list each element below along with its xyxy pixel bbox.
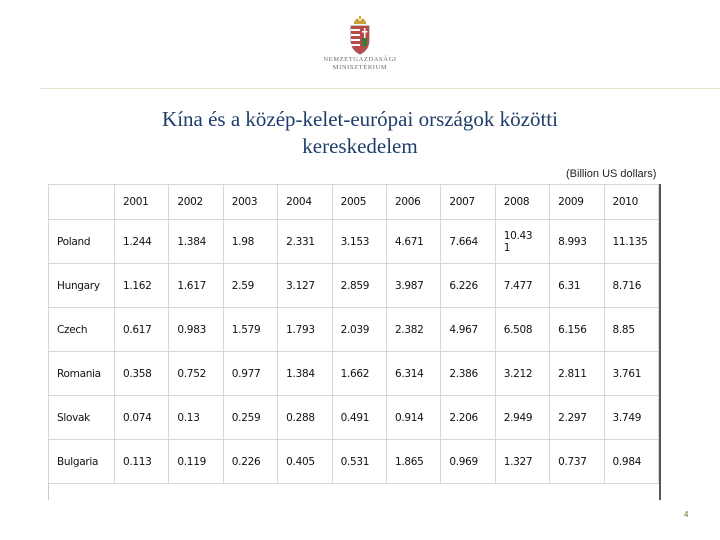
header-row: [49, 185, 659, 220]
page-number: 4: [684, 510, 689, 519]
year-header: 2010: [604, 185, 658, 220]
country-cell: Slovak: [49, 396, 115, 440]
value-cell: 2.331: [278, 220, 332, 264]
table-row: [49, 440, 659, 484]
value-cell: 0.977: [223, 352, 277, 396]
value-cell: 0.226: [223, 440, 277, 484]
year-header: 2004: [278, 185, 332, 220]
value-cell: 1.617: [169, 264, 223, 308]
value-cell: 6.156: [550, 308, 604, 352]
value-cell: 7.477: [495, 264, 549, 308]
value-cell: 3.153: [332, 220, 386, 264]
country-cell: Romania: [49, 352, 115, 396]
value-cell: 3.749: [604, 396, 658, 440]
year-header: 2008: [495, 185, 549, 220]
country-cell: Bulgaria: [49, 440, 115, 484]
value-cell: 6.314: [386, 352, 440, 396]
coat-of-arms-icon: [347, 16, 373, 56]
year-header: 2002: [169, 185, 223, 220]
value-cell: 0.119: [169, 440, 223, 484]
value-cell: 2.59: [223, 264, 277, 308]
ministry-name-line1: NEMZETGAZDASÁGI: [323, 56, 397, 63]
value-cell: 1.327: [495, 440, 549, 484]
value-cell: 0.358: [115, 352, 169, 396]
value-cell: 0.491: [332, 396, 386, 440]
country-cell: Czech: [49, 308, 115, 352]
value-cell: 1.162: [115, 264, 169, 308]
year-header: 2006: [386, 185, 440, 220]
table-row: [49, 264, 659, 308]
value-cell: 0.13: [169, 396, 223, 440]
value-cell: 7.664: [441, 220, 495, 264]
value-cell: 0.531: [332, 440, 386, 484]
value-cell: 11.135: [604, 220, 658, 264]
ministry-logo: [300, 16, 420, 84]
value-cell: 6.226: [441, 264, 495, 308]
table-row: [49, 396, 659, 440]
value-cell: 0.288: [278, 396, 332, 440]
value-cell: 4.967: [441, 308, 495, 352]
value-cell: 1.865: [386, 440, 440, 484]
table-row: [49, 220, 659, 264]
header-rule: [40, 88, 720, 89]
value-cell: 2.382: [386, 308, 440, 352]
year-header: 2001: [115, 185, 169, 220]
value-cell: 0.405: [278, 440, 332, 484]
value-cell: 0.752: [169, 352, 223, 396]
value-cell: 0.914: [386, 396, 440, 440]
value-cell: 0.074: [115, 396, 169, 440]
value-cell: 0.259: [223, 396, 277, 440]
value-cell: 2.297: [550, 396, 604, 440]
ministry-name-line2: MINISZTÉRIUM: [332, 64, 388, 71]
value-cell: 1.793: [278, 308, 332, 352]
year-header: 2007: [441, 185, 495, 220]
value-cell: 2.949: [495, 396, 549, 440]
value-cell: 1.98: [223, 220, 277, 264]
value-cell: 6.508: [495, 308, 549, 352]
value-cell: 3.127: [278, 264, 332, 308]
value-cell: 3.212: [495, 352, 549, 396]
value-cell: 8.716: [604, 264, 658, 308]
value-cell: 1.384: [169, 220, 223, 264]
value-cell: 0.983: [169, 308, 223, 352]
value-cell: 2.386: [441, 352, 495, 396]
value-cell: 1.662: [332, 352, 386, 396]
value-cell: 3.761: [604, 352, 658, 396]
value-cell: 1.384: [278, 352, 332, 396]
value-cell: 6.31: [550, 264, 604, 308]
value-cell: 2.206: [441, 396, 495, 440]
value-cell: 0.737: [550, 440, 604, 484]
year-header: 2009: [550, 185, 604, 220]
table-row: [49, 308, 659, 352]
corner-cell: [49, 185, 115, 220]
value-cell: 1.579: [223, 308, 277, 352]
value-cell: 3.987: [386, 264, 440, 308]
slide-title: Kína és a közép-kelet-európai országok közötti kereskedelem: [162, 107, 558, 158]
unit-label: (Billion US dollars): [566, 168, 657, 180]
year-header: 2005: [332, 185, 386, 220]
trade-table: [48, 184, 659, 484]
country-cell: Hungary: [49, 264, 115, 308]
table-row: [49, 352, 659, 396]
value-cell: 0.969: [441, 440, 495, 484]
year-header: 2003: [223, 185, 277, 220]
value-cell: 1.244: [115, 220, 169, 264]
value-cell: 2.811: [550, 352, 604, 396]
value-cell: 10.431: [495, 220, 549, 264]
value-cell: 0.617: [115, 308, 169, 352]
value-cell: 0.113: [115, 440, 169, 484]
value-cell: 4.671: [386, 220, 440, 264]
value-cell: 2.039: [332, 308, 386, 352]
country-cell: Poland: [49, 220, 115, 264]
value-cell: 2.859: [332, 264, 386, 308]
value-cell: 0.984: [604, 440, 658, 484]
value-cell: 8.993: [550, 220, 604, 264]
value-cell: 8.85: [604, 308, 658, 352]
